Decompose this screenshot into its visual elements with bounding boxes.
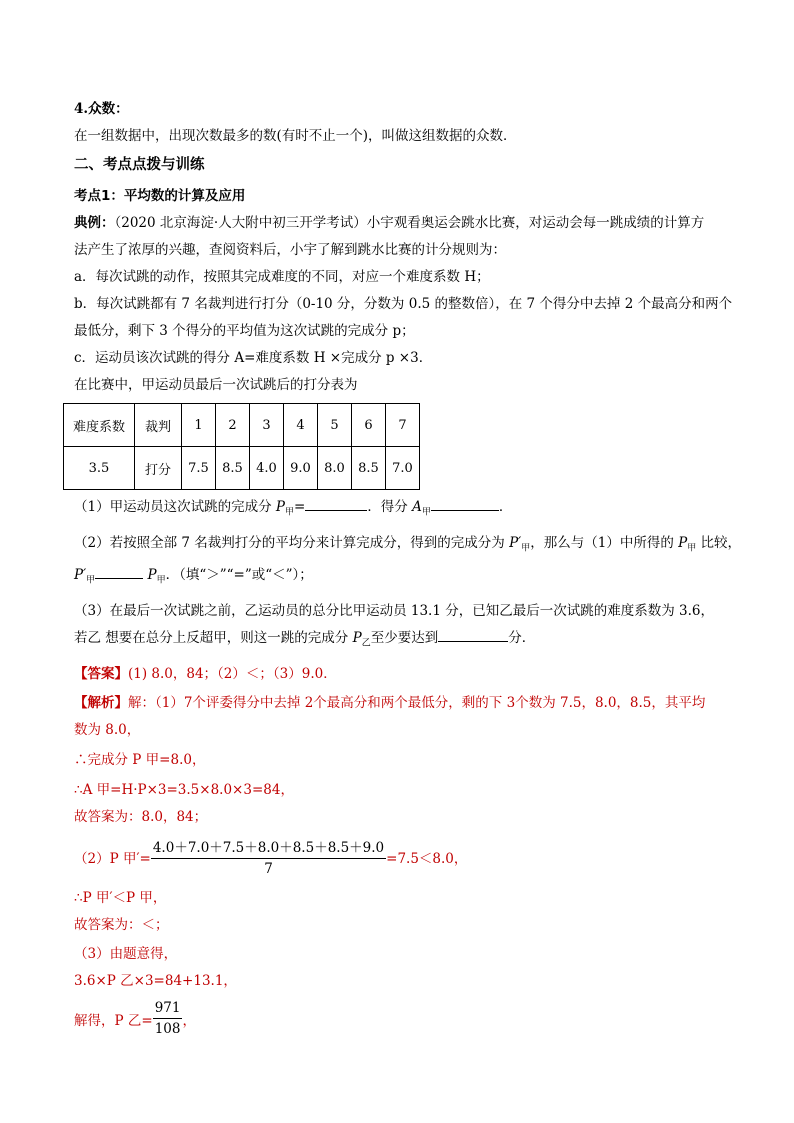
fraction-average xyxy=(151,836,386,877)
fraction-numerator: 971 xyxy=(153,1000,183,1019)
solution-line-5: ∴P 甲′＜P 甲， xyxy=(74,889,167,906)
example-line-2: 法产生了浓厚的兴趣，查阅资料后，小宇了解到跳水比赛的计分规则为： xyxy=(74,242,506,258)
q3-sub: 乙 xyxy=(361,638,371,649)
q1-var: P xyxy=(275,499,285,515)
q1-eq: = xyxy=(294,499,306,515)
q2-sub-3: 甲 xyxy=(86,576,96,587)
question-1 xyxy=(74,494,734,527)
q1-sub: 甲 xyxy=(284,507,294,518)
q3-var: P xyxy=(352,630,362,647)
example-line-1 xyxy=(74,210,734,237)
sol9-pre: 解得，P 乙= xyxy=(74,1012,153,1029)
q1-var-2: A xyxy=(412,499,422,515)
table-cell: 5 xyxy=(318,404,352,447)
solution-line-4 xyxy=(74,835,734,879)
example-label: 典例： xyxy=(74,215,115,231)
table-cell: 7.0 xyxy=(386,447,420,490)
rule-b-line-1: b．每次试跳都有 7 名裁判进行打分（0-10 分，分数为 0.5 的整数倍），在 7 个得分中去掉 2 个最高分和两个 xyxy=(74,296,733,312)
q3-end: 分． xyxy=(508,630,536,647)
table-cell: 7.5 xyxy=(182,447,216,490)
solution-line-2: ∴A 甲=H·P×3=3.5×8.0×3=84， xyxy=(74,781,294,798)
table-cell: 难度系数 xyxy=(64,404,135,447)
q2-var: P′ xyxy=(509,534,522,551)
table-cell: 8.0 xyxy=(318,447,352,490)
example-text-1: （2020 北京海淀·人大附中初三开学考试）小宇观看奥运会跳水比赛，对运动会每一跳成绩的计算方 xyxy=(114,215,705,231)
question-3-line-1: （3）在最后一次试跳之前，乙运动员的总分比甲运动员 13.1 分，已知乙最后一次试跳的难度系数为 3.6， xyxy=(74,603,714,620)
table-cell: 6 xyxy=(352,404,386,447)
analysis-text-1: 解：（1）7个评委得分中去掉 2个最高分和两个最低分，剩的下 3个数为 7.5，8.0，8.5，其平均 xyxy=(128,694,706,711)
score-table xyxy=(63,403,420,490)
fraction-result xyxy=(153,1000,183,1037)
table-cell: 8.5 xyxy=(216,447,250,490)
answer-label: 【答案】 xyxy=(74,665,128,682)
answer-text: (1) 8.0，84；（2）＜；（3）9.0． xyxy=(128,665,337,682)
document-page xyxy=(72,96,742,1041)
q1-text-2: ．得分 xyxy=(367,499,413,515)
table-cell: 7 xyxy=(386,404,420,447)
q2-var-3: P′ xyxy=(74,567,87,584)
table-cell: 2 xyxy=(216,404,250,447)
sol4-post: =7.5＜8.0， xyxy=(386,850,468,867)
solution-line-9 xyxy=(74,997,734,1041)
q2-sub: 甲 xyxy=(521,543,531,554)
table-row xyxy=(64,404,420,447)
analysis-line-2: 数为 8.0， xyxy=(74,721,141,738)
rule-a: a．每次试跳的动作，按照其完成难度的不同，对应一个难度系数 H； xyxy=(74,269,490,285)
q2-var-4: P xyxy=(147,567,157,584)
analysis-label: 【解析】 xyxy=(74,694,128,711)
solution-line-6: 故答案为：＜； xyxy=(74,916,169,933)
solution-line-3: 故答案为：8.0，84； xyxy=(74,808,208,825)
table-cell: 9.0 xyxy=(284,447,318,490)
q1-end: ． xyxy=(498,499,513,515)
q2-text-2: ，那么与（1）中所得的 xyxy=(530,534,679,551)
table-intro: 在比赛中，甲运动员最后一次试跳后的打分表为 xyxy=(74,377,358,393)
q1-text: （1）甲运动员这次试跳的完成分 xyxy=(74,499,276,515)
kp1-title: 考点1：平均数的计算及应用 xyxy=(74,188,246,204)
solution-line-1: ∴完成分 P 甲=8.0， xyxy=(74,751,206,768)
sol4-pre: （2）P 甲′= xyxy=(74,850,151,867)
question-3-line-2 xyxy=(74,625,734,658)
table-cell: 打分 xyxy=(135,447,182,490)
table-row xyxy=(64,447,420,490)
answer-blank-1[interactable] xyxy=(305,496,367,511)
solution-line-7: （3）由题意得， xyxy=(74,945,178,962)
q2-text: （2）若按照全部 7 名裁判打分的平均分来计算完成分，得到的完成分为 xyxy=(74,534,510,551)
rule-c: c．运动员该次试跳的得分 A=难度系数 H ×完成分 p ×3． xyxy=(74,350,433,366)
q2-text-3: 比较， xyxy=(696,534,742,551)
q3-text: 若乙 想要在总分上反超甲，则这一跳的完成分 xyxy=(74,630,353,647)
q2-end: ．（填“＞”“=”或“＜”）； xyxy=(165,567,313,584)
answer-line xyxy=(74,661,734,688)
question-2-line-1 xyxy=(74,530,742,563)
table-cell: 1 xyxy=(182,404,216,447)
analysis-line-1 xyxy=(74,690,734,717)
q2-sub-4: 甲 xyxy=(156,576,166,587)
solution-line-8: 3.6×P 乙×3=84+13.1， xyxy=(74,972,237,989)
table-cell: 3 xyxy=(250,404,284,447)
answer-blank-2[interactable] xyxy=(431,496,499,511)
table-cell: 8.5 xyxy=(352,447,386,490)
table-cell: 3.5 xyxy=(64,447,135,490)
section-4-text: 在一组数据中，出现次数最多的数(有时不止一个)，叫做这组数据的众数． xyxy=(74,128,517,144)
section-4-title: 4.众数： xyxy=(74,101,129,117)
q1-sub-2: 甲 xyxy=(421,507,431,518)
fraction-denominator: 7 xyxy=(264,861,273,878)
rule-b-line-2: 最低分，剩下 3 个得分的平均值为这次试跳的完成分 p； xyxy=(74,323,415,339)
fraction-numerator: 4.0＋7.0＋7.5＋8.0＋8.5＋8.5＋9.0 xyxy=(151,836,386,859)
part-2-title: 二、考点点拨与训练 xyxy=(74,157,205,173)
sol9-post: ， xyxy=(182,1012,196,1029)
table-cell: 4 xyxy=(284,404,318,447)
table-cell: 4.0 xyxy=(250,447,284,490)
answer-blank-3[interactable] xyxy=(95,564,143,579)
table-cell: 裁判 xyxy=(135,404,182,447)
q2-sub-2: 甲 xyxy=(687,543,697,554)
answer-blank-4[interactable] xyxy=(438,627,508,642)
question-2-line-2 xyxy=(74,562,734,595)
fraction-denominator: 108 xyxy=(154,1021,181,1038)
q2-var-2: P xyxy=(678,534,688,551)
q3-text-2: 至少要达到 xyxy=(370,630,439,647)
